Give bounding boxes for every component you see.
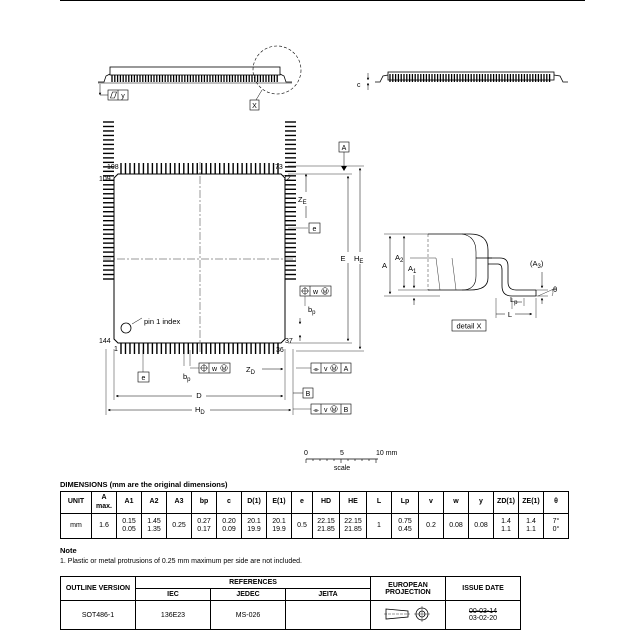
side-view-left [98, 46, 301, 110]
v-b-label: v [324, 407, 328, 414]
hdr-a-max: A max. [92, 492, 117, 514]
issue-date-value [446, 601, 521, 630]
dim-Lp-label: $L_p$ [510, 295, 518, 306]
val-l: 1 [367, 514, 392, 539]
flatness-icon [111, 92, 117, 98]
pin36-label: 36 [276, 347, 284, 354]
datum-a-label: A [341, 145, 347, 152]
pin37-label: 37 [285, 338, 293, 345]
issue-date-old: 00-03-14 [468, 608, 498, 615]
svg-text:⌯: ⌯ [313, 366, 319, 373]
hdr-a1: A1 [117, 492, 142, 514]
top-view [99, 122, 369, 417]
pin73-label: 73 [275, 164, 283, 171]
val-he: 22.15 21.85 [340, 514, 367, 539]
hdr-bp: bp [192, 492, 217, 514]
hdr-unit: UNIT [61, 492, 92, 514]
dim-A2-label: $A_2$ [395, 253, 404, 264]
v-a-label: v [324, 366, 328, 373]
w-right-label: w [313, 289, 319, 296]
hdr-hd: HD [313, 492, 340, 514]
scale-0-label: 0 [304, 450, 308, 457]
pin108-label: 108 [107, 164, 119, 171]
dim-L-label: L [507, 310, 513, 319]
dimensions-header-row [61, 492, 569, 514]
dim-e-right-label: e [312, 226, 317, 233]
dim-e-bottom-label: e [141, 375, 146, 382]
scale-10-label: 10 mm [376, 450, 398, 457]
pin1-label: 1 [114, 346, 118, 353]
mmc-right-label: M [322, 289, 328, 296]
dim-A1-label: $A_1$ [408, 264, 417, 275]
dim-A3-label: $(A_3)$ [530, 259, 544, 270]
pin1-index-label: pin 1 index [144, 317, 181, 326]
dim-bp-right-label: $b_p$ [308, 305, 316, 316]
references-table [60, 576, 521, 630]
hdr-a3: A3 [167, 492, 192, 514]
val-w: 0.08 [444, 514, 469, 539]
top-view-leads [103, 122, 296, 354]
hdr-e-dim: E(1) [267, 492, 292, 514]
pin144-label: 144 [99, 338, 111, 345]
detail-x-title: detail X [456, 321, 482, 331]
detail-x-circle [253, 46, 301, 94]
scale-word-label: scale [333, 465, 351, 472]
note-text: 1. Plastic or metal protrusions of 0.25 mm maximum per side are not included. [60, 558, 302, 565]
val-a3: 0.25 [167, 514, 192, 539]
hdr-zd: ZD(1) [494, 492, 519, 514]
detail-x-view [382, 234, 557, 331]
val-theta: 7° 0° [544, 514, 569, 539]
val-a1: 0.15 0.05 [117, 514, 142, 539]
hdr-w: w [444, 492, 469, 514]
val-zd: 1.4 1.1 [494, 514, 519, 539]
mmc-vb-label: M [331, 407, 337, 414]
hdr-a2: A2 [142, 492, 167, 514]
dim-A-label: A [382, 261, 388, 270]
hdr-e-pitch: e [292, 492, 313, 514]
hdr-d: D(1) [242, 492, 267, 514]
side-view-left-leads [112, 75, 277, 82]
pin1-index-mark [121, 323, 131, 333]
scale-5-label: 5 [340, 450, 344, 457]
hdr-ze: ZE(1) [519, 492, 544, 514]
issue-date-header: ISSUE DATE [446, 577, 521, 601]
projection-symbol-icon [382, 605, 434, 623]
w-bottom-label: w [212, 366, 218, 373]
dim-HD-label: $H_D$ [195, 405, 205, 416]
datum-b-label: B [305, 391, 311, 398]
v-b-datum-label: B [343, 407, 349, 414]
dim-E-label: E [340, 254, 346, 263]
dim-bp-bottom-label: $b_p$ [183, 372, 191, 383]
dimensions-value-row [61, 514, 569, 539]
hdr-theta: θ [544, 492, 569, 514]
iec-value: 136E23 [136, 601, 211, 630]
val-y: 0.08 [469, 514, 494, 539]
hdr-y: y [469, 492, 494, 514]
val-hd: 22.15 21.85 [313, 514, 340, 539]
val-e-pitch: 0.5 [292, 514, 313, 539]
val-unit: mm [61, 514, 92, 539]
hdr-lp: Lp [392, 492, 419, 514]
issue-date-new: 03-02-20 [468, 615, 498, 622]
dimensions-title: DIMENSIONS (mm are the original dimensions) [60, 480, 228, 489]
hdr-v: v [419, 492, 444, 514]
dim-ZE-label: $Z_E$ [298, 195, 307, 206]
jedec-value: MS-026 [211, 601, 286, 630]
outline-version-header: OUTLINE VERSION [61, 577, 136, 601]
mmc-va-label: M [331, 366, 337, 373]
pin72-label: 72 [283, 175, 291, 182]
val-c: 0.20 0.09 [217, 514, 242, 539]
jeita-value [286, 601, 371, 630]
dim-HE-label: $H_E$ [354, 254, 364, 265]
val-v: 0.2 [419, 514, 444, 539]
svg-text:⌯: ⌯ [313, 407, 319, 414]
val-e-dim: 20.1 19.9 [267, 514, 292, 539]
val-bp: 0.27 0.17 [192, 514, 217, 539]
val-lp: 0.75 0.45 [392, 514, 419, 539]
pin109-label: 109 [99, 176, 111, 183]
side-view-right [357, 72, 568, 90]
val-d: 20.1 19.9 [242, 514, 267, 539]
dimensions-table [60, 491, 569, 539]
hdr-c: c [217, 492, 242, 514]
outline-version-value: SOT486-1 [61, 601, 136, 630]
scale-bar [304, 450, 398, 472]
jeita-header: JEITA [286, 589, 371, 601]
detail-x-callout-label: X [252, 103, 257, 110]
val-ze: 1.4 1.1 [519, 514, 544, 539]
european-projection-symbol [371, 601, 446, 630]
dim-ZD-label: $Z_D$ [246, 365, 255, 376]
note-title: Note [60, 546, 77, 555]
val-a-max: 1.6 [92, 514, 117, 539]
hdr-l: L [367, 492, 392, 514]
v-a-datum-label: A [343, 366, 349, 373]
dim-theta-label: θ [553, 285, 558, 294]
jedec-header: JEDEC [211, 589, 286, 601]
flatness-y-label: y [121, 93, 125, 100]
val-a2: 1.45 1.35 [142, 514, 167, 539]
hdr-he: HE [340, 492, 367, 514]
dim-c-label: c [357, 82, 361, 89]
side-view-right-leads [390, 74, 550, 82]
dim-D-label: D [196, 391, 202, 400]
mmc-bottom-label: M [221, 366, 227, 373]
references-header: REFERENCES [136, 577, 371, 589]
iec-header: IEC [136, 589, 211, 601]
european-projection-header: EUROPEAN PROJECTION [371, 577, 446, 601]
